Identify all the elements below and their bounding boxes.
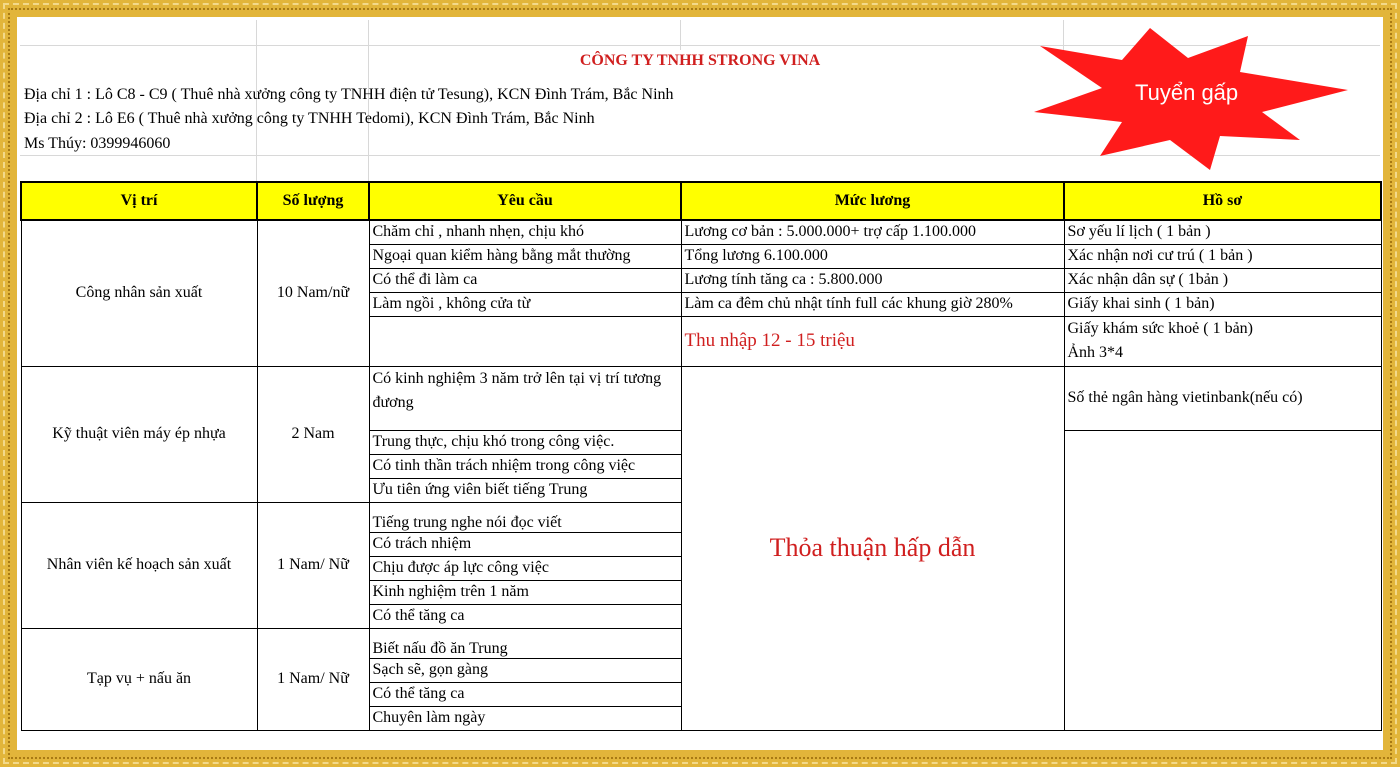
- job-position: Công nhân sản xuất: [21, 220, 257, 366]
- job-quantity: 10 Nam/nữ: [257, 220, 369, 366]
- header-documents: Hồ sơ: [1064, 182, 1381, 220]
- header-requirements: Yêu cầu: [369, 182, 681, 220]
- document-item: Xác nhận nơi cư trú ( 1 bản ): [1064, 244, 1381, 268]
- requirement: Ưu tiên ứng viên biết tiếng Trung: [369, 478, 681, 502]
- document-item: Xác nhận dân sự ( 1bản ): [1064, 268, 1381, 292]
- requirement: Chuyên làm ngày: [369, 706, 681, 730]
- requirement: Chịu được áp lực công việc: [369, 556, 681, 580]
- job-quantity: 2 Nam: [257, 366, 369, 502]
- requirement: Biết nấu đồ ăn Trung: [369, 628, 681, 658]
- urgent-badge-text: Tuyển gấp: [1135, 80, 1239, 105]
- document-empty: [1064, 430, 1381, 730]
- table-row: [21, 220, 1381, 244]
- document-item: Sơ yếu lí lịch ( 1 bản ): [1064, 220, 1381, 244]
- header-quantity: Số lượng: [257, 182, 369, 220]
- requirement: Làm ngồi , không cửa từ: [369, 292, 681, 316]
- job-position: Tạp vụ + nấu ăn: [21, 628, 257, 730]
- requirement: Có thể tăng ca: [369, 682, 681, 706]
- requirement-empty: [369, 316, 681, 366]
- document-item: Giấy khám sức khoẻ ( 1 bản): [1067, 319, 1254, 337]
- document-item-group: [1064, 316, 1381, 366]
- requirement: Có tinh thần trách nhiệm trong công việc: [369, 454, 681, 478]
- header-position: Vị trí: [21, 182, 257, 220]
- job-table: [20, 181, 1382, 731]
- document-item: Số thẻ ngân hàng vietinbank(nếu có): [1064, 366, 1381, 430]
- requirement: Tiếng trung nghe nói đọc viết: [369, 502, 681, 532]
- requirement: Trung thực, chịu khó trong công việc.: [369, 430, 681, 454]
- requirement: Có trách nhiệm: [369, 532, 681, 556]
- document-item: Ảnh 3*4: [1067, 343, 1124, 361]
- requirement: Ngoại quan kiểm hàng bằng mắt thường: [369, 244, 681, 268]
- requirement: Có thể đi làm ca: [369, 268, 681, 292]
- job-quantity: 1 Nam/ Nữ: [257, 628, 369, 730]
- negotiable-salary: Thỏa thuận hấp dẫn: [681, 366, 1064, 730]
- requirement: Sạch sẽ, gọn gàng: [369, 658, 681, 682]
- salary-line: Làm ca đêm chủ nhật tính full các khung giờ 280%: [681, 292, 1064, 316]
- job-position: Nhân viên kế hoạch sản xuất: [21, 502, 257, 628]
- requirement: Có thể tăng ca: [369, 604, 681, 628]
- requirement: Chăm chỉ , nhanh nhẹn, chịu khó: [369, 220, 681, 244]
- address-1: Địa chỉ 1 : Lô C8 - C9 ( Thuê nhà xưởng công ty TNHH điện tử Tesung), KCN Đình Trám, Bắc Ninh: [24, 86, 674, 103]
- salary-line: Lương cơ bản : 5.000.000+ trợ cấp 1.100.000: [681, 220, 1064, 244]
- contact-info: Ms Thúy: 0399946060: [24, 135, 171, 152]
- job-position: Kỹ thuật viên máy ép nhựa: [21, 366, 257, 502]
- address-2: Địa chỉ 2 : Lô E6 ( Thuê nhà xưởng công ty TNHH Tedomi), KCN Đình Trám, Bắc Ninh: [24, 110, 595, 127]
- table-header-row: [21, 182, 1381, 220]
- header-salary: Mức lương: [681, 182, 1064, 220]
- salary-line: Tổng lương 6.100.000: [681, 244, 1064, 268]
- document-item: Giấy khai sinh ( 1 bản): [1064, 292, 1381, 316]
- requirement: Kinh nghiệm trên 1 năm: [369, 580, 681, 604]
- salary-line: Lương tính tăng ca : 5.800.000: [681, 268, 1064, 292]
- company-name: CÔNG TY TNHH STRONG VINA: [579, 52, 821, 69]
- income-range: Thu nhập 12 - 15 triệu: [681, 316, 1064, 366]
- table-row: [21, 366, 1381, 430]
- job-quantity: 1 Nam/ Nữ: [257, 502, 369, 628]
- requirement: Có kinh nghiệm 3 năm trở lên tại vị trí tương đương: [369, 366, 681, 430]
